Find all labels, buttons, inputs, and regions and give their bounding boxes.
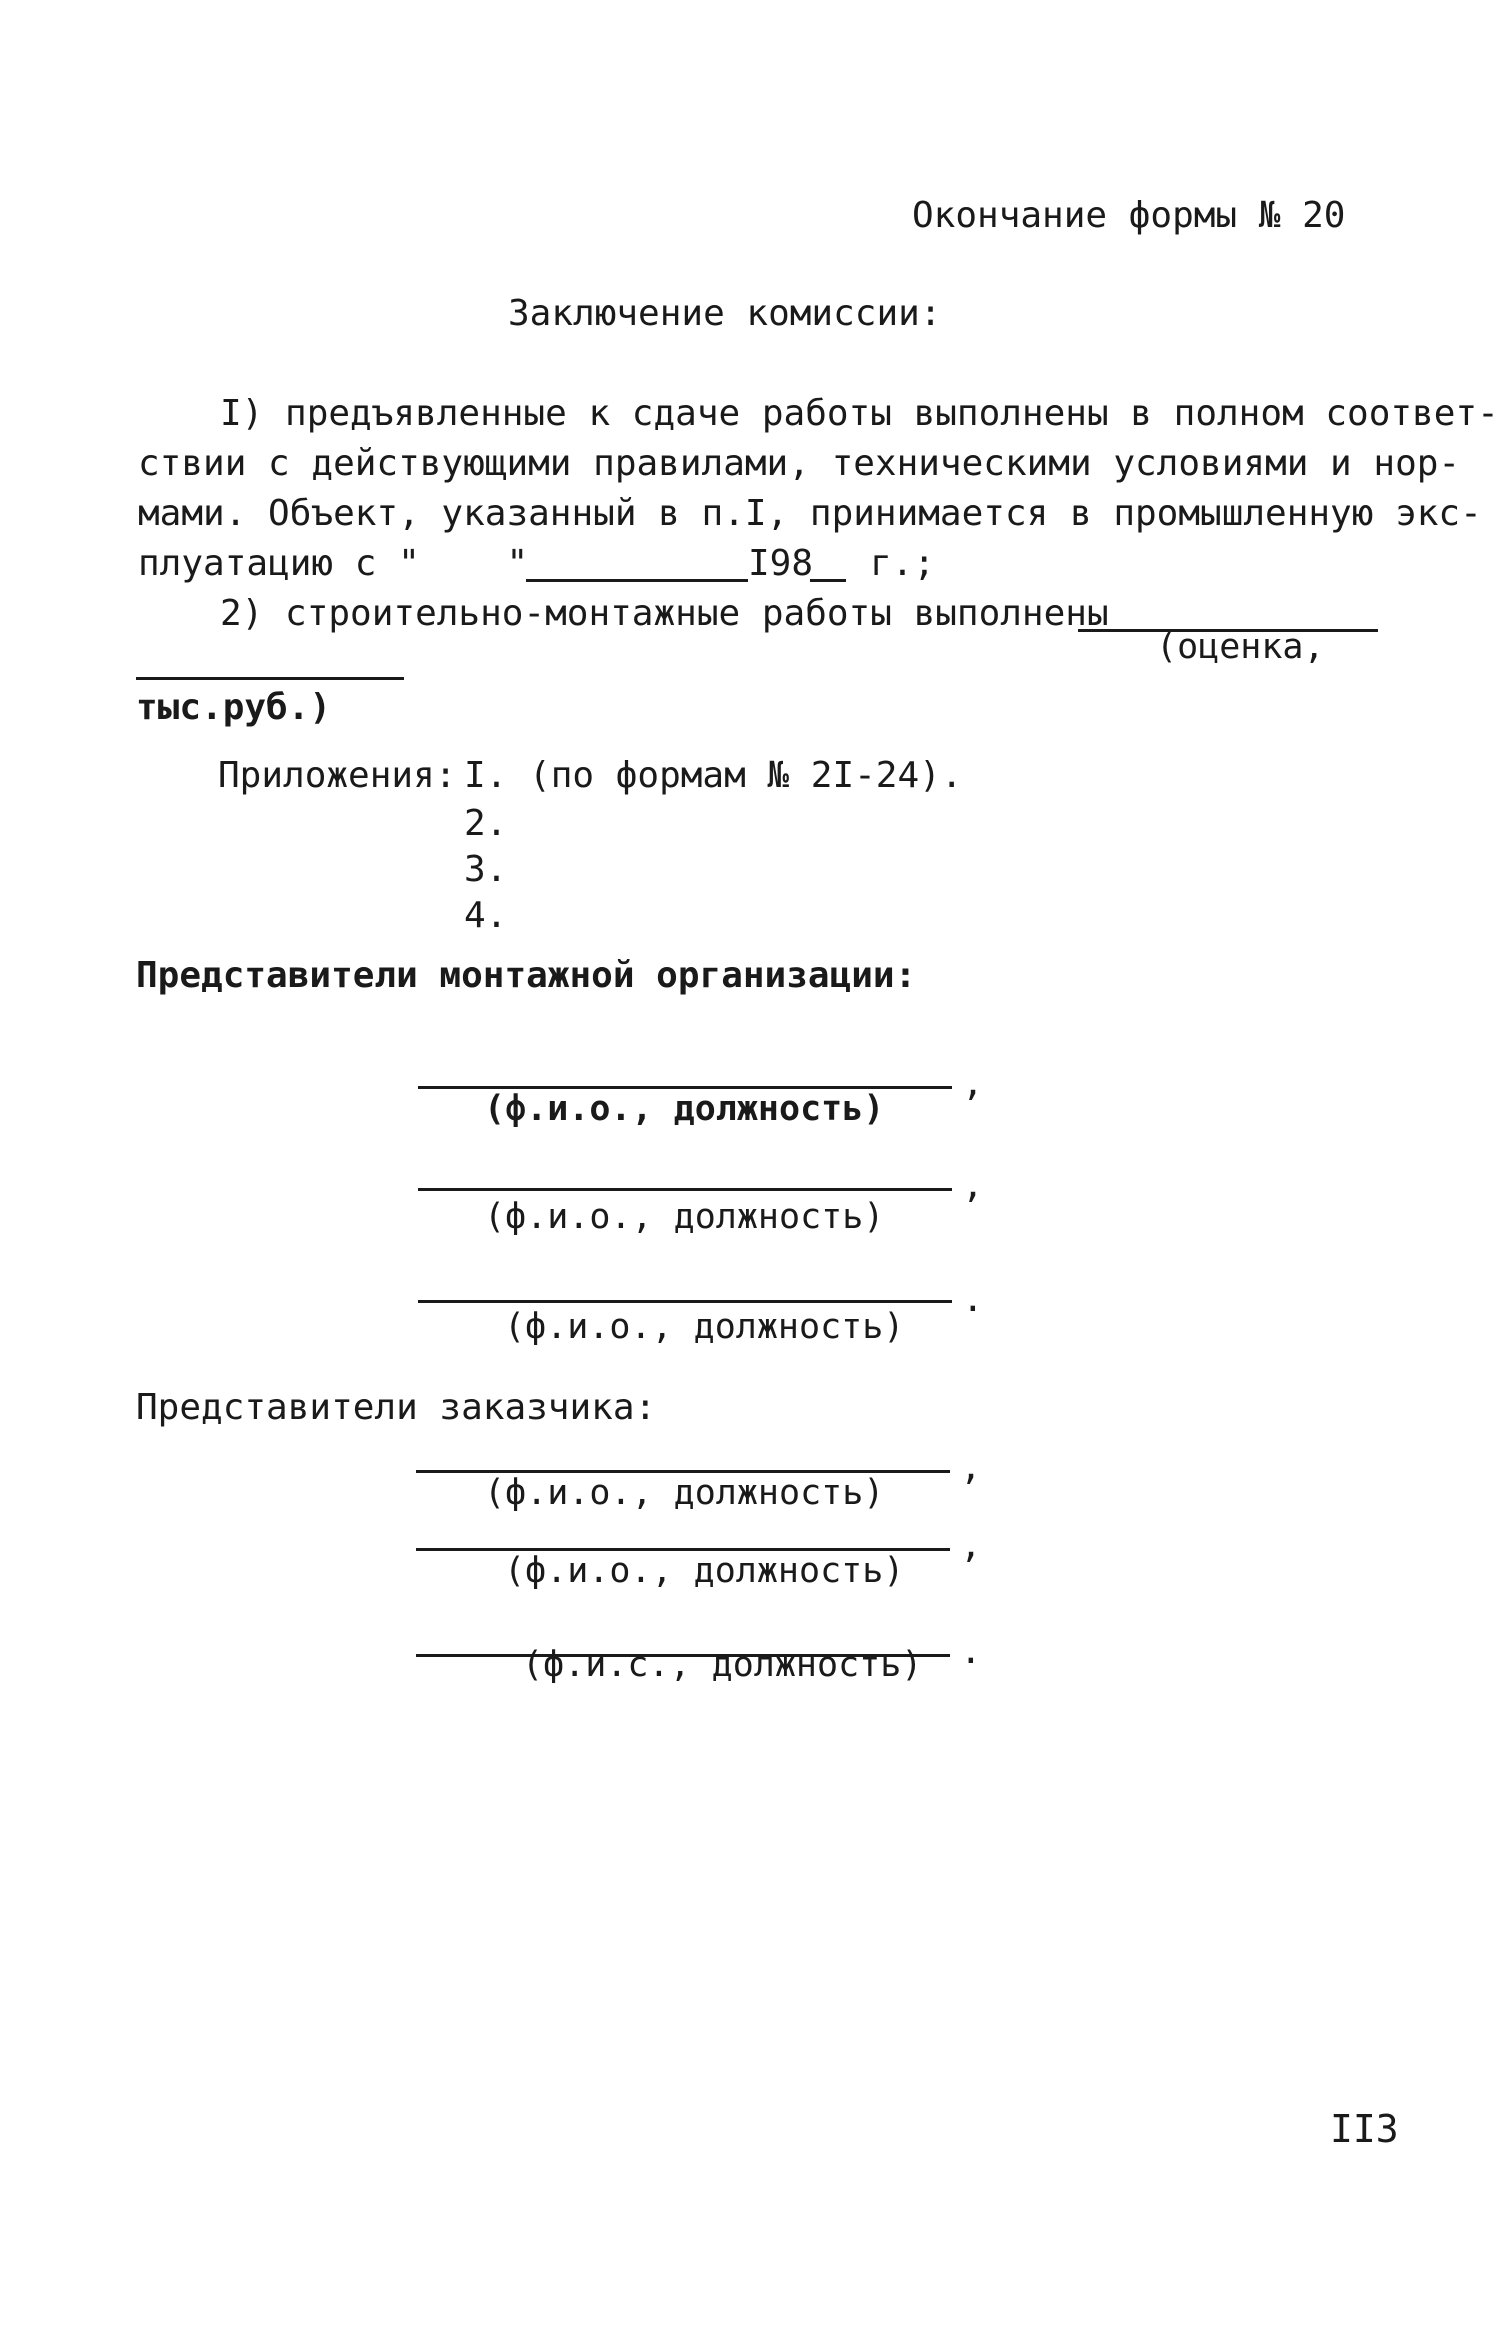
customer-signature-comma-2: , [960,1525,982,1566]
year-unit: г.; [870,543,936,584]
attachments-label: Приложения: [218,755,457,796]
customer-signature-caption-3: (ф.и.с., должность) [522,1645,923,1685]
conclusion-title: Заключение комиссии: [508,293,942,334]
installer-signature-comma-1: , [962,1063,984,1104]
customer-signature-caption-2: (ф.и.о., должность) [504,1551,905,1591]
customer-signature-caption-1: (ф.и.о., должность) [484,1473,885,1513]
clause-2-line-2: тыс.руб.) [136,687,332,728]
customer-reps-heading: Представители заказчика: [136,1387,657,1428]
clause-1-line-1: I) предъявленные к сдаче работы выполнены в полном соответ- [220,393,1499,434]
clause-1-line-4-start: плуатацию с " " [138,543,529,584]
attachment-item-3: 3. [464,849,508,890]
form-continuation-note: Окончание формы № 20 [912,195,1346,236]
installer-signature-line-2 [418,1188,952,1191]
attachment-item-4: 4. [464,895,508,936]
year-suffix-blank [810,579,846,582]
attachment-item-2: 2. [464,803,508,844]
assessment-blank-2 [136,677,404,680]
installer-signature-caption-3: (ф.и.о., должность) [504,1307,905,1347]
year-prefix: I98 [748,543,814,584]
installer-signature-comma-2: , [962,1165,984,1206]
clause-1-line-2: ствии с действующими правилами, техническими условиями и нор- [138,443,1461,484]
date-month-blank [526,579,748,582]
assessment-caption: (оценка, [1156,627,1325,667]
installer-signature-line-3 [418,1300,952,1303]
installer-signature-caption-1: (ф.и.о., должность) [484,1089,885,1129]
clause-2-line-1: 2) строительно-монтажные работы выполнены [220,593,1109,634]
installer-signature-period-3: . [962,1279,984,1320]
page-number: II3 [1330,2107,1399,2151]
clause-1-line-3: мами. Объект, указанный в п.I, принимается в промышленную экс- [138,493,1482,534]
installer-reps-heading: Представители монтажной организации: [136,955,917,996]
customer-signature-period-3: . [960,1631,982,1672]
installer-signature-caption-2: (ф.и.о., должность) [484,1197,885,1237]
attachment-item-1: I. (по формам № 2I-24). [464,755,963,796]
customer-signature-comma-1: , [960,1447,982,1488]
